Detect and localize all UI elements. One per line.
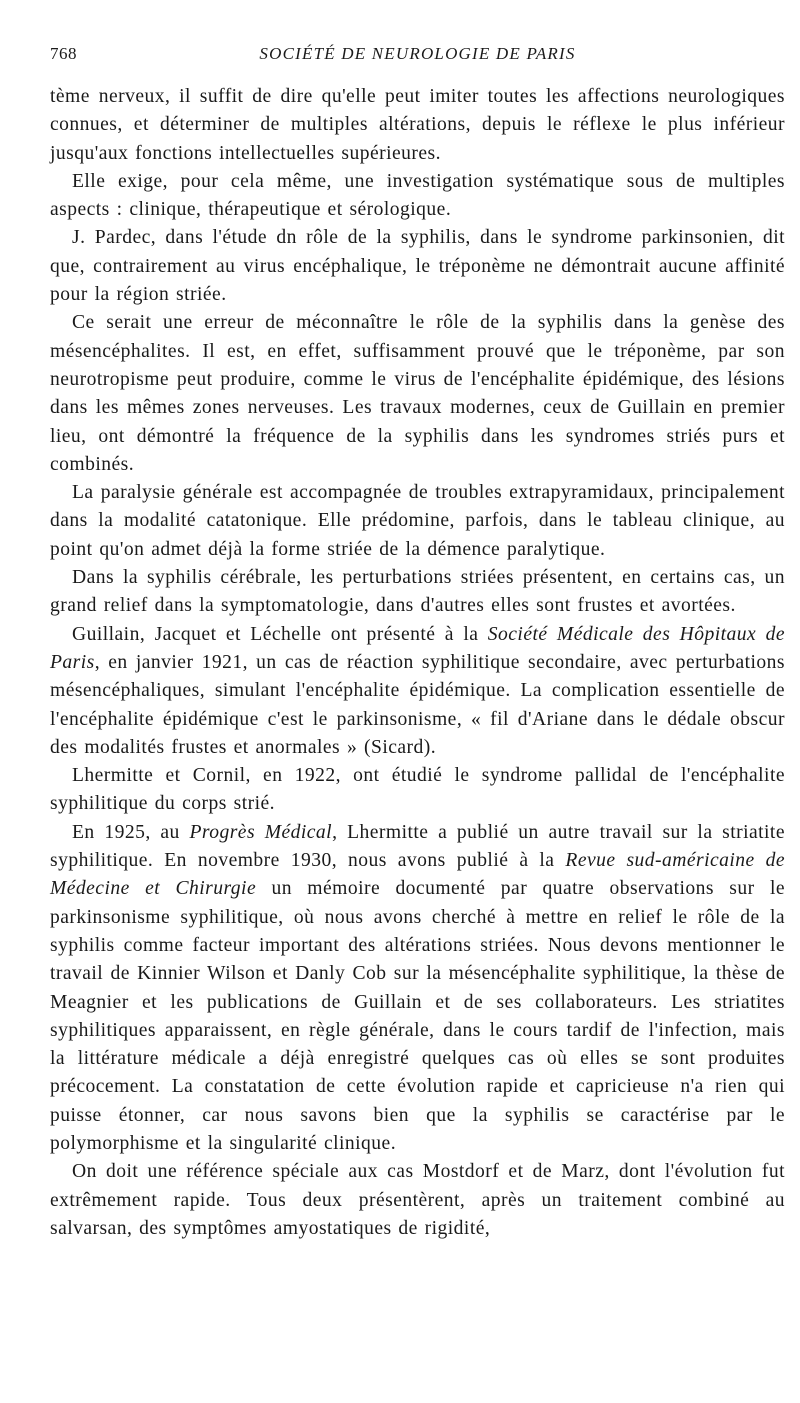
text-run: On doit une référence spéciale aux cas Mostdorf et de Marz, dont l'évolution fut extrêmement rapide. Tous deux présentèrent, après un traitement combiné au salvarsan, des symptômes amyostatiques de rigidité, <box>50 1161 785 1239</box>
paragraph <box>50 762 785 819</box>
text-run: En 1925, au <box>72 821 190 843</box>
text-run: , Lhermitte a publié un autre travail sur la striatite syphilitique. En novembre 1930, nous avons publié à la <box>50 821 785 872</box>
text-run: Elle exige, pour cela même, une investigation systématique sous de multiples aspects : clinique, thérapeutique et sérologique. <box>50 170 785 221</box>
paragraph <box>50 168 785 225</box>
paragraph <box>50 479 785 564</box>
text-run: Dans la syphilis cérébrale, les perturbations striées présentent, en certains cas, un grand relief dans la symptomatologie, dans d'autres elles sont frustes et avortées. <box>50 567 785 617</box>
text-run: La paralysie générale est accompagnée de troubles extrapyramidaux, principalement dans la modalité catatonique. Elle prédomine, parfois, dans le tableau clinique, au point qu'on admet déjà la forme striée de la démence paralytique. <box>50 482 785 560</box>
italic-title: Société Médicale des Hôpitaux de Paris <box>50 623 785 673</box>
paragraph <box>50 83 785 168</box>
running-title: SOCIÉTÉ DE NEUROLOGIE DE PARIS <box>259 44 576 63</box>
text-run: Guillain, Jacquet et Léchelle ont présenté à la <box>72 623 488 645</box>
page-number: 768 <box>50 44 77 63</box>
paragraph <box>50 1158 785 1243</box>
document-page <box>50 44 785 1243</box>
italic-title: Revue sud-américaine de Médecine et Chirurgie <box>50 850 785 900</box>
text-run: J. Pardec, dans l'étude dn rôle de la syphilis, dans le syndrome parkinsonien, dit que, contrairement au virus encéphalique, le tréponème ne démontrait aucune affinité pour la région striée. <box>50 227 785 306</box>
text-run: , en janvier 1921, un cas de réaction syphilitique secondaire, avec perturbations mésencéphaliques, simulant l'encéphalite épidémique. La complication essentielle de l'encéphalite épidémique c'est le parkinsonisme, « fil d'Ariane dans le dédale obscur des modalités frustes et anormales » (Sicard). <box>50 651 785 758</box>
italic-title: Progrès Médical <box>189 821 333 843</box>
text-run: tème nerveux, il suffit de dire qu'elle peut imiter toutes les affections neurologiques connues, et déterminer de multiples altérations, depuis le réflexe le plus inférieur jusqu'aux fonctions intellectuelles supérieures. <box>50 86 785 164</box>
text-run: Lhermitte et Cornil, en 1922, ont étudié le syndrome pallidal de l'encéphalite syphilitique du corps strié. <box>50 765 785 815</box>
paragraph <box>50 309 785 479</box>
page-header <box>50 44 785 72</box>
text-run: Ce serait une erreur de méconnaître le rôle de la syphilis dans la genèse des mésencéphalites. Il est, en effet, suffisamment prouvé que le tréponème, par son neurotropisme peut produire, comme le virus de l'encéphalite épidémique, des lésions dans les mêmes zones nerveuses. Les travaux modernes, ceux de Guillain en premier lieu, ont démontré la fréquence de la syphilis dans les syndromes striés purs et combinés. <box>50 312 785 475</box>
paragraph <box>50 564 785 621</box>
text-run: un mémoire documenté par quatre observations sur le parkinsonisme syphilitique, où nous avons cherché à mettre en relief le rôle de la syphilis comme facteur important des altérations striées. Nous devons mentionner le travail de Kinnier Wilson et Danly Cob sur la mésencéphalite syphilitique, la thèse de Meagnier et les publications de Guillain et de ses collaborateurs. Les striatites syphilitiques apparaissent, en règle générale, dans le cours tardif de l'infection, mais la littérature médicale a déjà enregistré quelques cas où elles se sont produites précocement. La constatation de cette évolution rapide et capricieuse n'a rien qui puisse étonner, car nous savons bien que la syphilis se caractérise par le polymorphisme et la singularité clinique. <box>50 878 785 1154</box>
body-text <box>50 83 785 1243</box>
paragraph <box>50 224 785 309</box>
paragraph <box>50 621 785 762</box>
paragraph <box>50 819 785 1159</box>
